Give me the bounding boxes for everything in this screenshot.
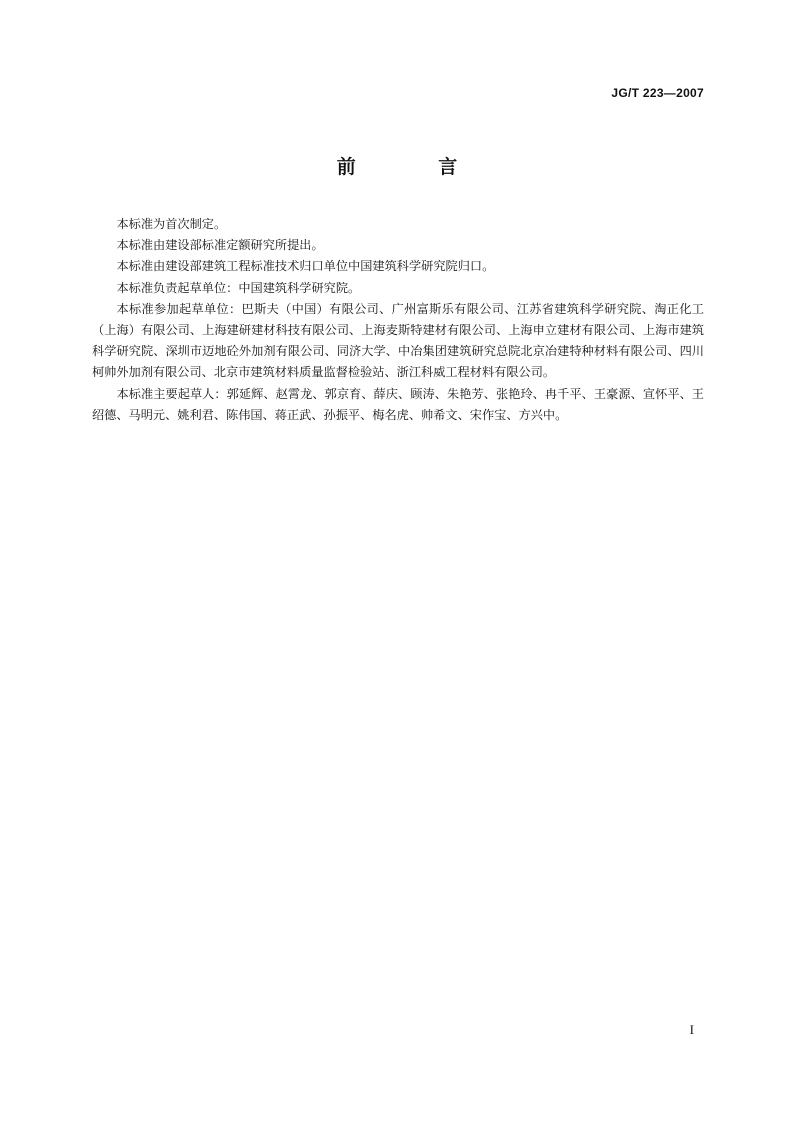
page-number: I xyxy=(689,1022,694,1037)
standard-code: JG/T 223—2007 xyxy=(611,86,704,100)
paragraph-participating-drafters: 本标准参加起草单位：巴斯夫（中国）有限公司、广州富斯乐有限公司、江苏省建筑科学研究院、淘正化工（上海）有限公司、上海建研建材科技有限公司、上海麦斯特建材有限公司、上海申立建材有限公司、上海市建筑科学研究院、深圳市迈地砼外加剂有限公司、同济大学、中冶集团建筑研究总院北京冶建特种材料有限公司、四川柯帅外加剂有限公司、北京市建筑材料质量监督检验站、浙江科威工程材料有限公司。 xyxy=(92,301,704,380)
paragraph-proposer: 本标准由建设部标准定额研究所提出。 xyxy=(116,238,324,253)
paragraph-main-drafter: 本标准负责起草单位：中国建筑科学研究院。 xyxy=(116,280,361,295)
page-title: 前 言 xyxy=(336,156,496,178)
paragraph-first-edition: 本标准为首次制定。 xyxy=(116,217,227,231)
paragraph-centralized-unit: 本标准由建设部建筑工程标准技术归口单位中国建筑科学研究院归口。 xyxy=(116,259,495,274)
foreword-content xyxy=(92,214,704,426)
paragraph-main-authors: 本标准主要起草人：郭延辉、赵霄龙、郭京育、薛庆、顾涛、朱艳芳、张艳玲、冉千平、王豪源、宣怀平、王绍德、马明元、姚利君、陈伟国、蒋正武、孙振平、梅名虎、帅希文、宋作宝、方兴中。 xyxy=(92,386,704,422)
